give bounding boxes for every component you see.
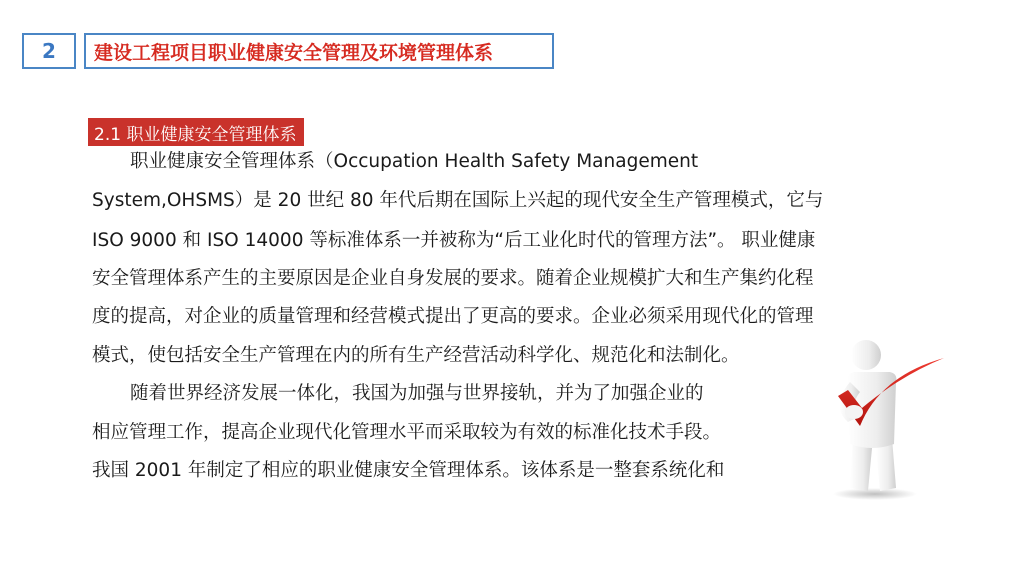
paragraph-line: 职业健康安全管理体系（Occupation Health Safety Management bbox=[130, 151, 699, 172]
paragraph-line: 相应管理工作，提高企业现代化管理水平而采取较为有效的标准化技术手段。 bbox=[92, 422, 722, 443]
section-number: 2 bbox=[42, 39, 56, 63]
slide-title-box bbox=[84, 33, 554, 69]
paragraph-line: 我国 2001 年制定了相应的职业健康安全管理体系。该体系是一整套系统化和 bbox=[92, 460, 725, 481]
paragraph-line: ISO 9000 和 ISO 14000 等标准体系一并被称为“后工业化时代的管理方法”。 职业健康 bbox=[92, 230, 816, 251]
paragraph-line: 度的提高，对企业的质量管理和经营模式提出了更高的要求。企业必须采用现代化的管理 bbox=[92, 306, 814, 327]
subsection-label bbox=[88, 118, 304, 146]
paragraph-line: 随着世界经济发展一体化，我国为加强与世界接轨，并为了加强企业的 bbox=[130, 383, 704, 404]
paragraph-line: 安全管理体系产生的主要原因是企业自身发展的要求。随着企业规模扩大和生产集约化程 bbox=[92, 268, 814, 289]
person-with-checkmark-icon bbox=[820, 336, 950, 501]
paragraph-line: 模式，使包括安全生产管理在内的所有生产经营活动科学化、规范化和法制化。 bbox=[92, 345, 740, 366]
paragraph-line: System,OHSMS）是 20 世纪 80 年代后期在国际上兴起的现代安全生产管理模式，它与 bbox=[92, 190, 824, 211]
subsection-label-text: 2.1 职业健康安全管理体系 bbox=[94, 124, 297, 145]
slide-title: 建设工程项目职业健康安全管理及环境管理体系 bbox=[94, 41, 494, 64]
section-number-box bbox=[22, 33, 76, 69]
